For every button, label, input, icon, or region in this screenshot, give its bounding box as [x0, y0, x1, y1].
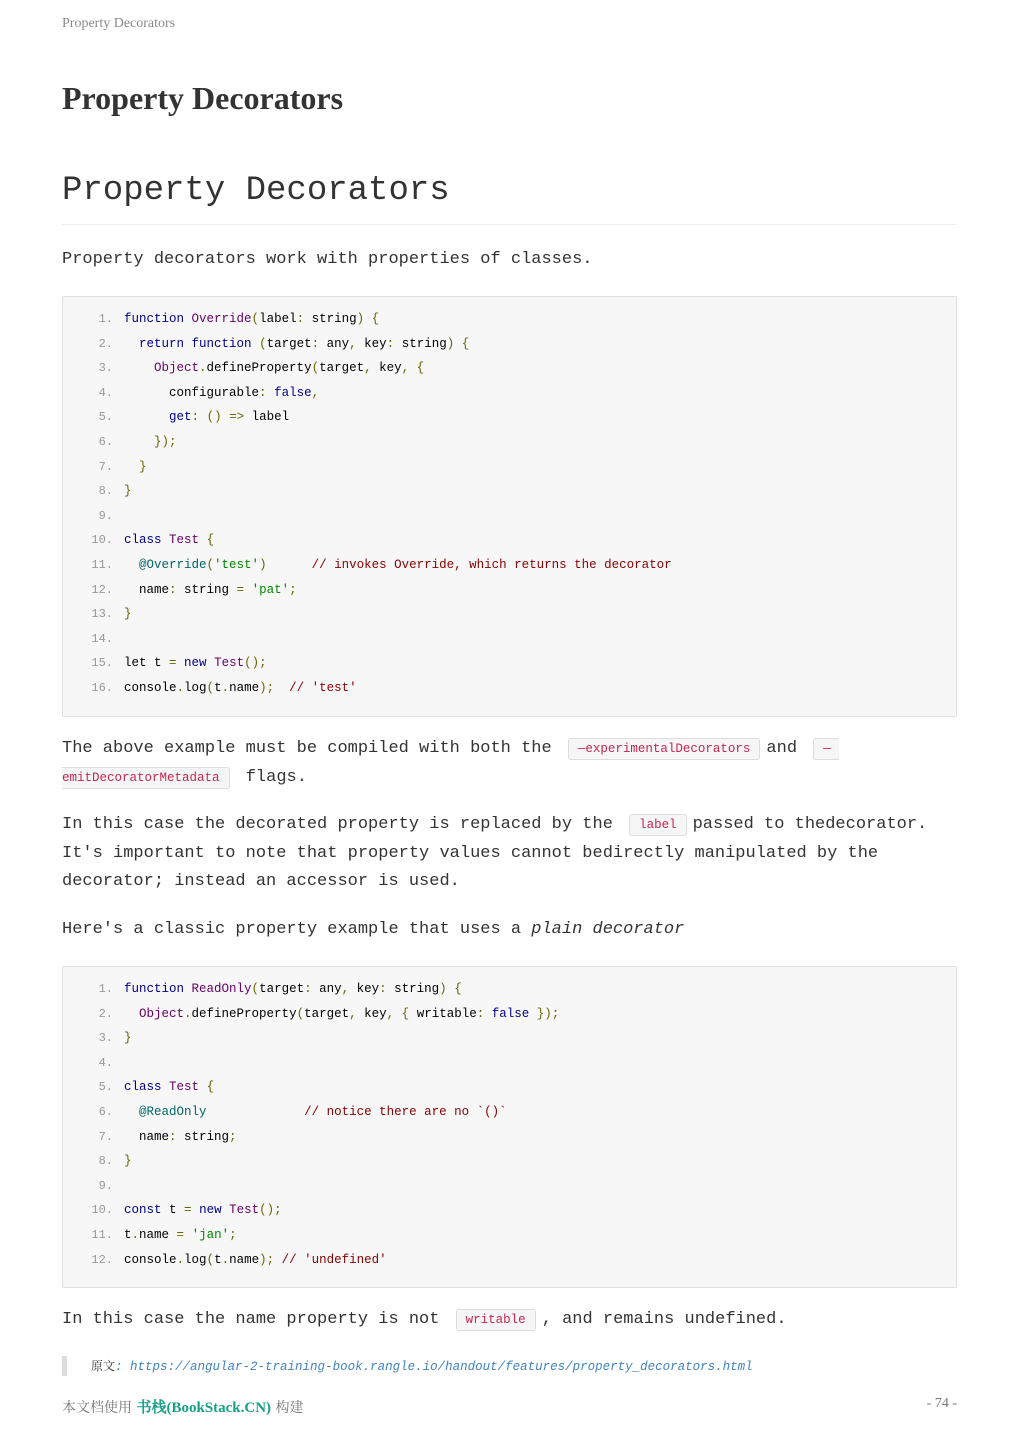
line-number: 12. — [91, 582, 113, 597]
code-token: class — [124, 533, 162, 548]
code-token: ( — [206, 1252, 215, 1267]
code-token: , — [364, 361, 372, 376]
code-token: , — [341, 982, 350, 996]
code-token: } — [124, 1031, 132, 1046]
code-block-readonly — [62, 966, 957, 1288]
code-token: // notice there are no `()` — [304, 1104, 507, 1119]
code-lines — [63, 967, 956, 1272]
code-token: t — [124, 1227, 132, 1242]
code-token: label — [259, 312, 297, 326]
code-token — [184, 982, 192, 996]
code-token — [184, 1228, 192, 1242]
code-token: class — [124, 1080, 162, 1095]
code-token — [199, 533, 207, 547]
code-token: new — [184, 656, 207, 671]
code-line — [63, 676, 956, 701]
code-token — [222, 1203, 230, 1217]
code-token: . — [176, 1252, 185, 1267]
code-token: ); — [259, 1252, 275, 1267]
code-token: ; — [289, 582, 297, 597]
line-number: 10. — [91, 533, 113, 548]
text: The above example must be compiled with both the — [62, 739, 552, 758]
code-line — [63, 1223, 956, 1248]
code-token: string — [176, 582, 237, 597]
code-token: , — [311, 385, 320, 400]
code-token: ( — [206, 680, 215, 695]
classic-example-paragraph — [62, 916, 957, 945]
code-line — [63, 1248, 956, 1273]
code-token: ( — [206, 557, 215, 572]
code-token: false — [274, 385, 312, 400]
code-token: : — [386, 336, 395, 351]
code-token: key — [356, 1006, 387, 1021]
code-token: ); — [259, 680, 275, 695]
code-line — [63, 1125, 956, 1150]
line-number: 7. — [98, 1129, 113, 1144]
code-token — [394, 1007, 402, 1021]
code-token — [124, 1105, 139, 1119]
replacement-paragraph — [62, 811, 957, 897]
code-token — [207, 656, 215, 670]
code-token: name — [229, 1252, 260, 1267]
code-line — [63, 1026, 956, 1051]
code-token: { — [206, 1080, 215, 1095]
code-token: Test — [229, 1203, 260, 1218]
code-token — [244, 583, 252, 597]
code-line — [63, 1051, 956, 1076]
code-token: ) — [446, 336, 455, 351]
code-token: console — [124, 680, 177, 695]
code-token: configurable — [124, 385, 260, 400]
code-line — [63, 504, 956, 529]
code-token — [207, 1105, 305, 1119]
code-token — [124, 435, 154, 449]
code-token: , — [349, 1006, 357, 1021]
code-token: // 'undefined' — [281, 1252, 387, 1267]
page-number: - 74 - — [926, 1396, 957, 1411]
code-token: 'jan' — [191, 1227, 230, 1242]
code-token — [454, 337, 462, 351]
code-line — [63, 602, 956, 627]
code-token: let t — [124, 656, 170, 671]
line-number: 5. — [98, 410, 113, 425]
code-token: writable — [409, 1006, 477, 1021]
line-number: 6. — [98, 1104, 113, 1119]
text: flags. — [245, 767, 307, 787]
line-number: 15. — [91, 656, 113, 671]
code-token — [274, 681, 289, 695]
code-token: } — [124, 484, 132, 499]
code-token: (); — [244, 656, 267, 671]
compile-flags-paragraph — [62, 735, 957, 792]
line-number: 14. — [91, 631, 113, 646]
line-number: 6. — [98, 434, 113, 449]
code-token: (); — [259, 1203, 282, 1218]
line-number: 7. — [98, 459, 113, 474]
code-token: { — [371, 312, 380, 326]
line-number: 3. — [98, 1031, 113, 1046]
line-number: 8. — [98, 1154, 113, 1169]
running-header: Property Decorators — [62, 16, 176, 31]
code-token: 'test' — [214, 557, 260, 572]
line-number: 1. — [98, 982, 113, 996]
code-token: } — [139, 459, 147, 474]
code-token: return — [139, 336, 185, 351]
code-line — [63, 553, 956, 578]
code-token: Object — [154, 361, 200, 376]
inline-code-emit-decorator-metadata-start: — — [813, 738, 839, 760]
code-token: : — [311, 336, 320, 351]
code-token: string — [386, 982, 440, 996]
code-token — [199, 1080, 207, 1094]
footer-suffix: 构建 — [271, 1400, 304, 1416]
code-token — [529, 1007, 537, 1021]
code-token: ; — [229, 1129, 237, 1144]
code-token — [177, 656, 185, 670]
code-token: => — [229, 410, 245, 425]
code-token: function — [124, 312, 185, 326]
code-token — [222, 410, 230, 424]
code-token — [409, 361, 417, 375]
inline-code-label: label — [629, 814, 687, 836]
code-token — [162, 1080, 170, 1094]
text: In this case the name property is not — [62, 1310, 440, 1329]
code-token: get — [169, 410, 192, 425]
code-line — [63, 578, 956, 603]
code-token: key — [356, 336, 387, 351]
code-token: ) — [439, 982, 447, 996]
code-token: ) — [259, 557, 267, 572]
line-number: 1. — [98, 312, 113, 326]
code-token: } — [124, 1154, 132, 1169]
code-token: name — [124, 1129, 170, 1144]
code-token: @Override — [139, 557, 207, 572]
source-separator: : — [115, 1360, 131, 1374]
code-token — [124, 460, 139, 474]
text: Here's a classic property example that uses a — [62, 920, 532, 939]
line-number: 2. — [98, 336, 113, 351]
line-number: 12. — [91, 1252, 113, 1267]
line-number: 4. — [98, 1055, 113, 1070]
code-token — [199, 410, 207, 424]
text: passed to thedecorator. It's important to note that property values cannot bedirectly manipulated by the decorator; instead an accessor is used. — [62, 815, 928, 891]
code-token: } — [124, 607, 132, 622]
code-token: const — [124, 1203, 162, 1218]
code-token: = — [236, 582, 245, 597]
line-number: 9. — [98, 508, 113, 523]
code-token — [364, 312, 372, 326]
line-number: 13. — [91, 607, 113, 622]
code-token: : — [379, 982, 387, 996]
code-token: Object — [139, 1006, 185, 1021]
document-title: Property Decorators — [62, 80, 344, 116]
code-token — [267, 558, 312, 572]
page-footer — [62, 1396, 957, 1417]
code-token: }); — [154, 434, 177, 449]
code-token: string — [304, 312, 357, 326]
code-token: ( — [251, 312, 260, 326]
code-token — [267, 386, 275, 400]
code-token — [124, 558, 139, 572]
code-token: target — [304, 1006, 350, 1021]
code-line — [63, 1002, 956, 1027]
code-token: log — [184, 680, 207, 695]
code-token: ( — [296, 1006, 305, 1021]
code-token: false — [491, 1006, 530, 1021]
code-token: name — [139, 1227, 177, 1242]
code-token: name — [229, 680, 260, 695]
code-line — [63, 528, 956, 553]
code-token: . — [176, 680, 185, 695]
code-line — [63, 455, 956, 480]
code-token: = — [184, 1203, 192, 1218]
source-label: 原文 — [91, 1359, 116, 1373]
code-line — [63, 1198, 956, 1223]
code-token: name — [124, 582, 170, 597]
line-number: 8. — [98, 484, 113, 499]
code-token: : — [259, 385, 267, 400]
code-token: , — [349, 336, 357, 351]
code-token: () — [206, 410, 222, 425]
line-number: 9. — [98, 1178, 113, 1193]
code-token: = — [169, 656, 177, 671]
code-line — [63, 430, 956, 455]
inline-code-writable: writable — [456, 1309, 536, 1331]
code-token: function — [191, 336, 252, 351]
code-token: defineProperty — [191, 1006, 297, 1021]
code-line — [63, 479, 956, 504]
code-token — [162, 533, 170, 547]
line-number: 16. — [91, 680, 113, 695]
code-token — [124, 1007, 139, 1021]
code-token: function — [124, 982, 185, 996]
code-token — [124, 410, 169, 424]
code-token: Test — [214, 656, 245, 671]
code-token — [184, 312, 192, 326]
code-token: ; — [229, 1227, 237, 1242]
code-token: new — [199, 1203, 222, 1218]
code-token: { — [461, 336, 470, 351]
line-number: 5. — [98, 1080, 113, 1095]
code-token: target — [259, 982, 305, 996]
code-token — [252, 337, 260, 351]
code-line — [63, 307, 956, 332]
footer-prefix: 本文档使用 — [62, 1400, 137, 1416]
code-token: : — [304, 982, 312, 996]
code-token: t — [161, 1203, 185, 1218]
code-token: { — [401, 1006, 410, 1021]
line-number: 3. — [98, 361, 113, 376]
code-token: . — [221, 680, 230, 695]
code-token: . — [131, 1227, 140, 1242]
source-blockquote — [62, 1356, 753, 1376]
code-token: , — [386, 1006, 395, 1021]
code-token: key — [371, 361, 402, 376]
line-number: 4. — [98, 385, 113, 400]
code-token: any — [319, 336, 350, 351]
code-token: any — [311, 982, 342, 996]
code-token: : — [296, 312, 305, 326]
code-line — [63, 1100, 956, 1125]
code-token: ( — [251, 982, 260, 996]
code-line — [63, 1174, 956, 1199]
code-token: ) — [356, 312, 365, 326]
code-token: t — [214, 1252, 222, 1267]
code-token: target — [266, 336, 312, 351]
text: and — [766, 739, 798, 758]
code-lines — [63, 297, 956, 701]
code-line — [63, 332, 956, 357]
code-token: t — [214, 680, 222, 695]
inline-code-emit-decorator-metadata-end: emitDecoratorMetadata — [62, 767, 230, 789]
line-number: 10. — [91, 1203, 113, 1218]
code-token — [192, 1203, 200, 1217]
line-number: 11. — [91, 557, 113, 572]
code-token: ( — [259, 336, 267, 351]
code-token: defineProperty — [206, 361, 312, 376]
code-token: . — [199, 361, 207, 376]
intro-paragraph: Property decorators work with properties of classes. — [62, 250, 593, 269]
code-token: }); — [536, 1006, 560, 1021]
text: In this case the decorated property is replaced by the — [62, 815, 613, 834]
code-token: @ReadOnly — [139, 1104, 207, 1119]
code-token — [124, 337, 139, 351]
text: , and remains undefined. — [541, 1310, 787, 1329]
code-line — [63, 381, 956, 406]
code-token — [484, 1007, 492, 1021]
code-token: // invokes Override, which returns the decorator — [311, 557, 672, 572]
code-token: : — [191, 410, 200, 425]
code-token: ( — [311, 361, 320, 376]
code-line — [63, 977, 956, 1002]
code-line — [63, 651, 956, 676]
code-token — [274, 1253, 282, 1267]
line-number: 11. — [91, 1227, 113, 1242]
code-token: console — [124, 1252, 177, 1267]
code-token: // 'test' — [289, 680, 357, 695]
code-token: Override — [191, 312, 252, 326]
code-token: 'pat' — [251, 582, 290, 597]
code-token: log — [184, 1252, 207, 1267]
code-token: : — [169, 582, 177, 597]
line-number: 2. — [98, 1006, 113, 1021]
section-heading: Property Decorators — [62, 172, 957, 225]
emphasis-text: plain decorator — [531, 920, 685, 939]
code-token — [184, 337, 192, 351]
code-token: { — [454, 982, 462, 996]
code-token: : — [169, 1129, 177, 1144]
code-token: = — [176, 1227, 185, 1242]
footer-brand-link[interactable]: 书栈(BookStack.CN) — [136, 1400, 272, 1416]
code-token — [124, 361, 154, 375]
code-token: { — [206, 533, 215, 548]
code-token: Test — [169, 533, 200, 548]
code-token: ReadOnly — [191, 982, 252, 996]
code-token: string — [394, 336, 447, 351]
code-token: key — [349, 982, 380, 996]
inline-code-experimental-decorators: —experimentalDecorators — [568, 738, 761, 760]
code-token: , — [401, 361, 410, 376]
code-token: . — [221, 1252, 230, 1267]
code-token: : — [476, 1006, 485, 1021]
code-line — [63, 405, 956, 430]
writable-paragraph — [62, 1306, 957, 1335]
code-token: string — [176, 1129, 230, 1144]
code-token: target — [319, 361, 365, 376]
code-token: { — [416, 361, 425, 376]
source-link[interactable]: https://angular-2-training-book.rangle.io/handout/features/property_decorators.html — [130, 1360, 753, 1374]
code-line — [63, 1075, 956, 1100]
code-token: label — [244, 410, 290, 425]
code-token: Test — [169, 1080, 200, 1095]
code-block-override — [62, 296, 957, 717]
code-line — [63, 627, 956, 652]
code-line — [63, 356, 956, 381]
code-token: . — [184, 1006, 192, 1021]
code-line — [63, 1149, 956, 1174]
